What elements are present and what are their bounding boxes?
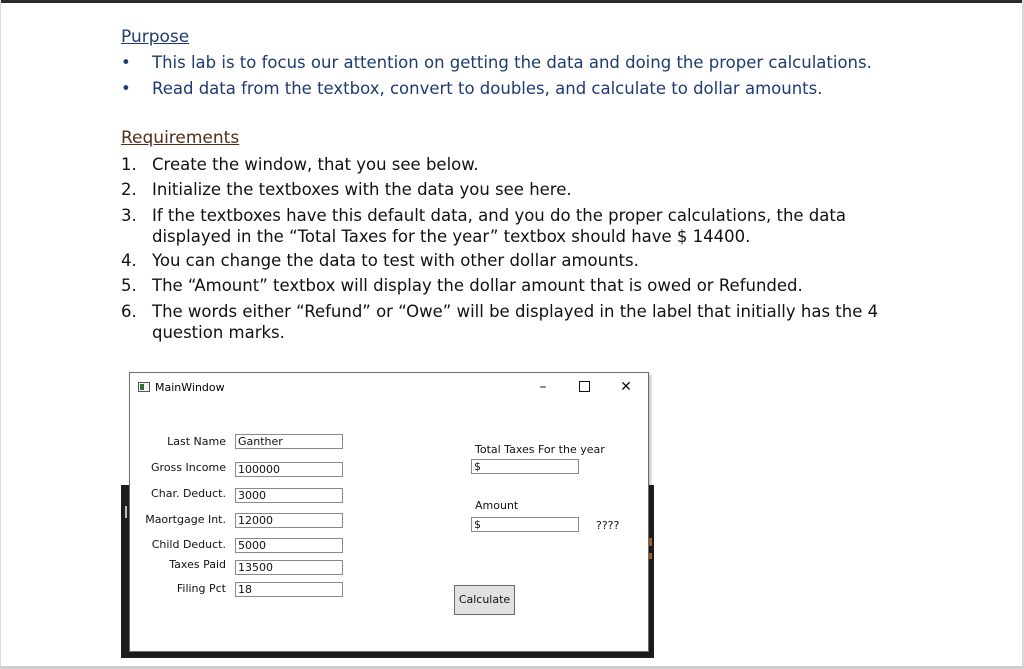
char-deduct-label: Char. Deduct.: [151, 487, 226, 500]
requirement-number: 6.: [121, 302, 137, 321]
window-title: MainWindow: [155, 381, 225, 394]
minimize-button[interactable]: –: [539, 379, 547, 395]
amount-output[interactable]: $: [471, 517, 579, 532]
requirement-number: 1.: [121, 155, 137, 174]
left-border: [0, 0, 1, 669]
window-app-icon: [138, 382, 150, 392]
filing-pct-input[interactable]: 18: [235, 582, 343, 597]
requirement-text: If the textboxes have this default data, and you do the proper calculations, the data displayed in the “Total Taxes for the year” textbox should have $ 14400.: [152, 206, 846, 246]
main-window: [129, 372, 649, 652]
requirement-number: 3.: [121, 206, 137, 225]
taxes-paid-input[interactable]: 13500: [235, 560, 343, 575]
char-deduct-input[interactable]: 3000: [235, 488, 343, 503]
gross-income-input[interactable]: 100000: [235, 462, 343, 477]
requirement-text: The words either “Refund” or “Owe” will be displayed in the label that initially has the 4 question marks.: [152, 302, 879, 342]
total-taxes-label: Total Taxes For the year: [475, 443, 605, 456]
close-button[interactable]: ✕: [620, 379, 632, 395]
requirement-number: 5.: [121, 276, 137, 295]
gross-income-label: Gross Income: [151, 461, 226, 474]
bullet-icon: •: [121, 53, 131, 72]
requirements-heading: Requirements: [121, 128, 240, 148]
purpose-heading: Purpose: [121, 27, 190, 47]
requirement-text: You can change the data to test with other dollar amounts.: [152, 251, 639, 270]
purpose-bullet-text: This lab is to focus our attention on getting the data and doing the proper calculations.: [152, 53, 872, 72]
last-name-input[interactable]: Ganther: [235, 434, 343, 449]
total-taxes-output[interactable]: $: [471, 459, 579, 474]
child-deduct-label: Child Deduct.: [151, 538, 226, 551]
mortgage-int-label: Maortgage Int.: [145, 513, 226, 526]
requirement-text: The “Amount” textbox will display the dollar amount that is owed or Refunded.: [152, 276, 803, 295]
bullet-icon: •: [121, 79, 131, 98]
mortgage-int-input[interactable]: 12000: [235, 513, 343, 528]
maximize-button[interactable]: [564, 375, 604, 399]
maximize-icon: [579, 381, 590, 392]
child-deduct-input[interactable]: 5000: [235, 538, 343, 553]
requirement-number: 4.: [121, 251, 137, 270]
refund-owe-label: ????: [596, 519, 620, 532]
taxes-paid-label: Taxes Paid: [169, 558, 226, 571]
filing-pct-label: Filing Pct: [176, 582, 226, 595]
requirement-text: Create the window, that you see below.: [152, 155, 479, 174]
top-border: [0, 0, 1024, 3]
last-name-label: Last Name: [167, 435, 226, 448]
amount-label: Amount: [475, 499, 519, 512]
purpose-bullet-text: Read data from the textbox, convert to doubles, and calculate to dollar amounts.: [152, 79, 823, 98]
requirement-number: 2.: [121, 180, 137, 199]
requirement-text: Initialize the textboxes with the data you see here.: [152, 180, 572, 199]
calculate-button[interactable]: Calculate: [454, 585, 515, 615]
